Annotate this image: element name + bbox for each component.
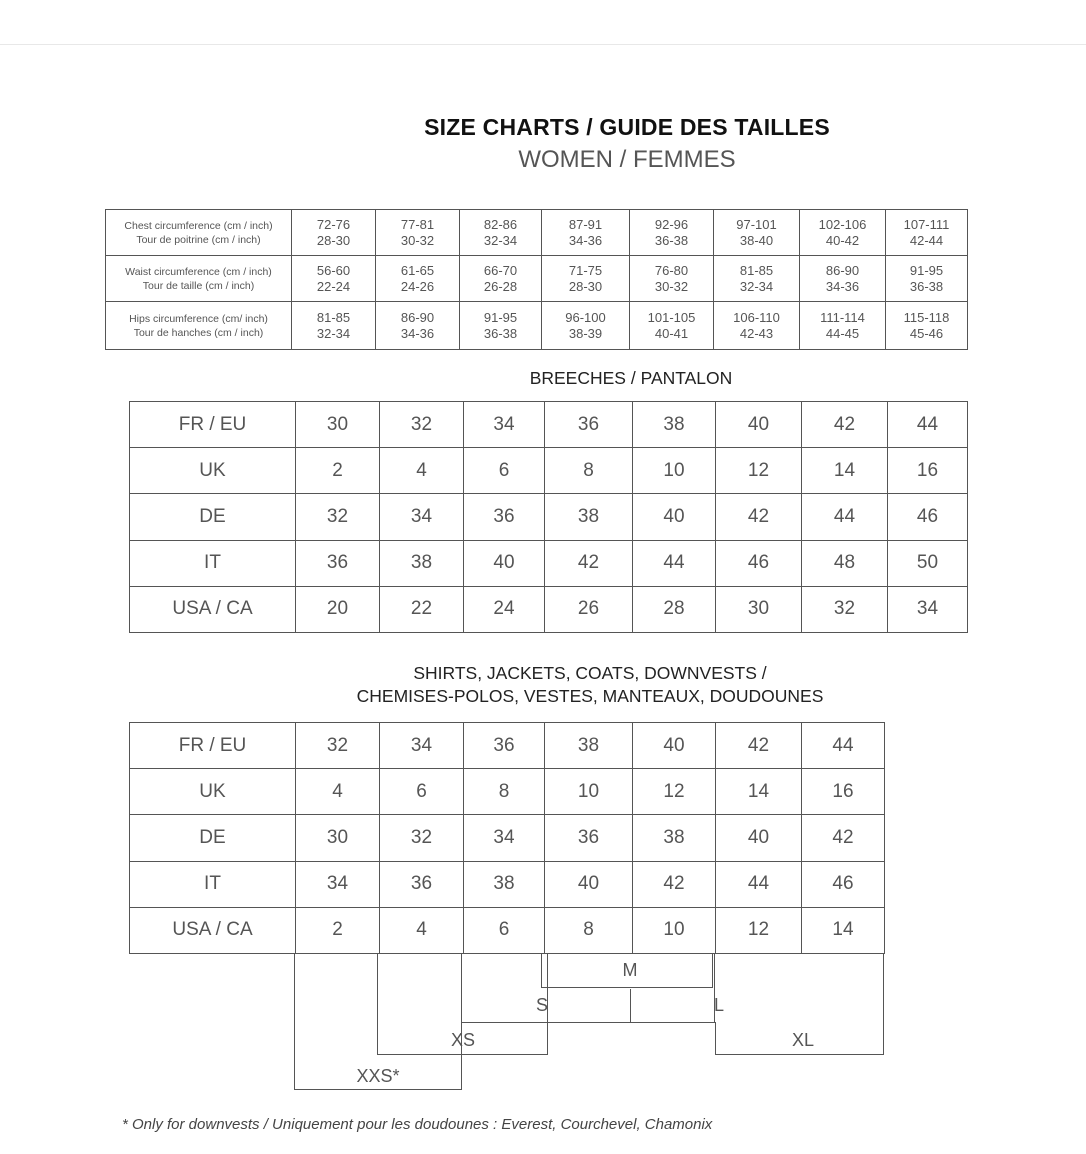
measurement-cm: 92-96 [654,216,689,232]
breeches-size-cell: 38 [633,402,716,448]
breeches-size-cell: 24 [464,586,545,632]
shirts-size-cell: 16 [802,769,885,815]
shirts-row [130,723,885,769]
breeches-size-cell: 20 [296,586,380,632]
measurement-cm: 86-90 [400,309,435,325]
breeches-size-cell: 42 [716,494,802,540]
breeches-size-cell: 32 [380,402,464,448]
breeches-size-cell: 44 [633,540,716,586]
measurement-cell [886,302,968,350]
measurement-cm: 101-105 [647,309,696,325]
shirts-region-label: UK [130,769,296,815]
measurement-cell [542,256,630,302]
shirts-size-cell: 34 [296,861,380,907]
measurement-label [106,210,292,256]
shirts-size-cell: 34 [464,815,545,861]
measurement-label-line: Chest circumference (cm / inch) [124,219,273,232]
measurement-row [106,256,968,302]
breeches-size-cell: 28 [633,586,716,632]
shirts-row [130,907,885,953]
shirts-title [0,662,1086,708]
breeches-region-label: UK [130,448,296,494]
breeches-size-cell: 34 [380,494,464,540]
breeches-size-cell: 38 [380,540,464,586]
shirts-size-cell: 38 [633,815,716,861]
measurement-cm: 81-85 [739,262,774,278]
shirts-size-cell: 36 [380,861,464,907]
measurement-inch: 42-43 [739,325,774,341]
measurement-inch: 24-26 [400,278,435,294]
page-title: SIZE CHARTS / GUIDE DES TAILLES [424,114,830,140]
shirts-size-cell: 40 [633,723,716,769]
breeches-size-cell: 46 [888,494,968,540]
breeches-row [130,586,968,632]
shirts-row [130,861,885,907]
measurement-inch: 36-38 [909,278,944,294]
shirts-size-cell: 8 [545,907,633,953]
shirts-size-cell: 40 [716,815,802,861]
measurement-cell [800,256,886,302]
breeches-size-cell: 36 [296,540,380,586]
size-label-xs: XS [450,1030,475,1050]
breeches-size-cell: 40 [633,494,716,540]
measurement-cm: 71-75 [568,262,603,278]
measurement-cm: 91-95 [483,309,518,325]
measurement-cell [460,256,542,302]
size-label-l: L [713,995,724,1015]
shirts-size-cell: 4 [296,769,380,815]
breeches-size-cell: 40 [464,540,545,586]
breeches-size-cell: 50 [888,540,968,586]
size-label-s: S [535,995,548,1015]
breeches-row [130,540,968,586]
measurement-label-line: Tour de hanches (cm / inch) [133,326,264,339]
breeches-size-cell: 40 [716,402,802,448]
breeches-size-cell: 30 [716,586,802,632]
shirts-size-cell: 46 [802,861,885,907]
measurement-cm: 77-81 [400,216,435,232]
size-label-xxs: XXS* [356,1066,400,1086]
shirts-region-label: DE [130,815,296,861]
measurement-cm: 107-111 [903,216,950,232]
shirts-table [129,722,885,954]
measurement-inch: 22-24 [316,278,351,294]
shirts-size-cell: 38 [545,723,633,769]
shirts-size-cell: 38 [464,861,545,907]
measurement-cell [376,302,460,350]
shirts-size-cell: 12 [633,769,716,815]
shirts-size-cell: 6 [464,907,545,953]
shirts-size-cell: 42 [633,861,716,907]
measurement-inch: 32-34 [316,325,351,341]
measurement-inch: 44-45 [825,325,860,341]
measurement-inch: 30-32 [400,232,435,248]
top-divider [0,44,1086,45]
measurement-cm: 115-118 [903,309,950,325]
measurement-cell [292,256,376,302]
breeches-size-cell: 42 [545,540,633,586]
breeches-size-cell: 34 [888,586,968,632]
measurement-cell [376,210,460,256]
measurement-cell [376,256,460,302]
measurement-cm: 76-80 [654,262,689,278]
measurement-inch: 34-36 [825,278,860,294]
measurement-cell [542,210,630,256]
measurement-label-line: Waist circumference (cm / inch) [125,265,272,278]
breeches-size-cell: 26 [545,586,633,632]
measurement-cell [714,210,800,256]
measurement-cell [542,302,630,350]
measurement-cell [800,210,886,256]
measurement-inch: 40-42 [825,232,860,248]
breeches-size-cell: 2 [296,448,380,494]
measurement-cm: 96-100 [565,309,606,325]
size-bracket-xl-left [715,1022,716,1054]
measurement-inch: 36-38 [654,232,689,248]
measurement-inch: 26-28 [483,278,518,294]
breeches-size-cell: 22 [380,586,464,632]
shirts-size-cell: 42 [802,815,885,861]
breeches-row [130,402,968,448]
measurement-inch: 36-38 [483,325,518,341]
shirts-size-cell: 8 [464,769,545,815]
measurement-cell [886,210,968,256]
measurement-cell [630,256,714,302]
size-label-m: M [622,960,638,980]
shirts-region-label: USA / CA [130,907,296,953]
breeches-size-cell: 38 [545,494,633,540]
shirts-size-cell: 14 [802,907,885,953]
breeches-region-label: DE [130,494,296,540]
breeches-size-cell: 6 [464,448,545,494]
measurement-cell [292,210,376,256]
shirts-row [130,815,885,861]
measurement-inch: 38-39 [568,325,603,341]
measurement-cm: 61-65 [400,262,435,278]
shirts-size-cell: 14 [716,769,802,815]
shirts-size-cell: 40 [545,861,633,907]
measurement-cm: 97-101 [736,216,777,232]
shirts-size-cell: 42 [716,723,802,769]
breeches-size-cell: 32 [802,586,888,632]
shirts-size-cell: 4 [380,907,464,953]
breeches-region-label: IT [130,540,296,586]
shirts-size-cell: 32 [380,815,464,861]
shirts-size-cell: 36 [464,723,545,769]
measurement-inch: 34-36 [568,232,603,248]
measurement-cm: 91-95 [909,262,944,278]
shirts-size-cell: 34 [380,723,464,769]
measurement-inch: 32-34 [739,278,774,294]
measurement-cell [460,210,542,256]
measurement-label [106,256,292,302]
measurement-cm: 86-90 [825,262,860,278]
measurement-cm: 72-76 [316,216,351,232]
measurement-inch: 38-40 [739,232,774,248]
breeches-size-cell: 14 [802,448,888,494]
breeches-size-cell: 46 [716,540,802,586]
measurement-row [106,210,968,256]
footnote: * Only for downvests / Uniquement pour les doudounes : Everest, Courchevel, Chamonix [122,1116,713,1133]
breeches-size-cell: 44 [888,402,968,448]
shirts-size-cell: 6 [380,769,464,815]
measurement-label-line: Hips circumference (cm/ inch) [129,312,268,325]
breeches-size-cell: 42 [802,402,888,448]
measurement-cell [460,302,542,350]
breeches-size-cell: 48 [802,540,888,586]
shirts-size-cell: 30 [296,815,380,861]
shirts-size-cell: 10 [633,907,716,953]
breeches-size-cell: 12 [716,448,802,494]
measurement-inch: 32-34 [483,232,518,248]
breeches-row [130,494,968,540]
breeches-size-cell: 30 [296,402,380,448]
shirts-size-cell: 2 [296,907,380,953]
measurement-cell [886,256,968,302]
measurement-cm: 106-110 [733,309,780,325]
measurement-label-line: Tour de poitrine (cm / inch) [136,233,261,246]
measurement-row [106,302,968,350]
measurement-cm: 102-106 [818,216,867,232]
measurement-inch: 45-46 [909,325,944,341]
measurement-inch: 42-44 [909,232,944,248]
shirts-region-label: FR / EU [130,723,296,769]
size-label-xl: XL [791,1030,815,1050]
breeches-size-cell: 10 [633,448,716,494]
shirts-size-cell: 10 [545,769,633,815]
measurement-label [106,302,292,350]
breeches-size-cell: 4 [380,448,464,494]
measurement-label-line: Tour de taille (cm / inch) [142,279,255,292]
measurement-cell [714,302,800,350]
measurement-cm: 66-70 [483,262,518,278]
breeches-size-cell: 44 [802,494,888,540]
breeches-table [129,401,968,633]
measurement-cell [800,302,886,350]
measurement-cm: 82-86 [483,216,518,232]
breeches-size-cell: 16 [888,448,968,494]
measurement-cell [292,302,376,350]
breeches-size-cell: 36 [464,494,545,540]
shirts-row [130,769,885,815]
breeches-size-cell: 8 [545,448,633,494]
shirts-title-line1: SHIRTS, JACKETS, COATS, DOWNVESTS / [413,663,767,683]
measurement-cm: 111-114 [820,309,865,325]
measurement-cell [630,302,714,350]
measurement-cell [714,256,800,302]
shirts-size-cell: 44 [716,861,802,907]
breeches-size-cell: 34 [464,402,545,448]
measurement-cm: 81-85 [316,309,351,325]
shirts-title-line2: CHEMISES-POLOS, VESTES, MANTEAUX, DOUDOUNES [356,686,824,706]
measurement-inch: 28-30 [568,278,603,294]
measurement-inch: 34-36 [400,325,435,341]
breeches-title: BREECHES / PANTALON [529,368,733,388]
size-divider-s-l [630,989,631,1022]
breeches-row [130,448,968,494]
shirts-size-cell: 36 [545,815,633,861]
measurement-cm: 87-91 [568,216,603,232]
page-subtitle: WOMEN / FEMMES [518,146,736,173]
measurement-cell [630,210,714,256]
breeches-region-label: FR / EU [130,402,296,448]
measurement-inch: 28-30 [316,232,351,248]
shirts-size-cell: 12 [716,907,802,953]
breeches-size-cell: 32 [296,494,380,540]
breeches-region-label: USA / CA [130,586,296,632]
shirts-size-cell: 32 [296,723,380,769]
measurement-inch: 30-32 [654,278,689,294]
measurements-table [105,209,968,350]
measurement-cm: 56-60 [316,262,351,278]
measurement-inch: 40-41 [654,325,689,341]
shirts-size-cell: 44 [802,723,885,769]
shirts-region-label: IT [130,861,296,907]
breeches-size-cell: 36 [545,402,633,448]
